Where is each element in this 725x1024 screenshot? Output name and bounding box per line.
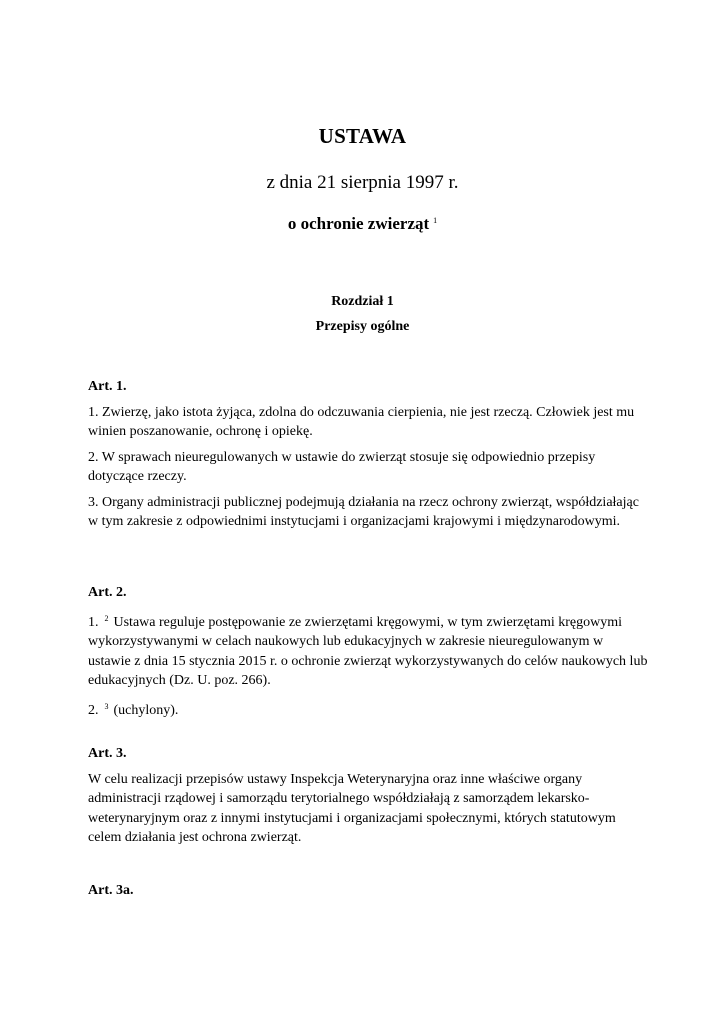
article-2-heading: Art. 2. bbox=[88, 585, 127, 600]
article-2-paragraph-2 bbox=[88, 697, 648, 721]
chapter-title: Przepisy ogólne bbox=[315, 319, 410, 334]
act-subject-text: o ochronie zwierząt bbox=[287, 214, 430, 233]
article-2 bbox=[88, 583, 648, 720]
act-title: USTAWA bbox=[318, 124, 407, 148]
footnote-ref-1[interactable]: 1 bbox=[433, 216, 438, 225]
chapter-number: Rozdział 1 bbox=[331, 294, 394, 309]
article-1-heading: Art. 1. bbox=[88, 379, 127, 394]
article-2-paragraph-2-text: (uchylony). bbox=[113, 702, 179, 718]
article-3-paragraph-1: W celu realizacji przepisów ustawy Inspekcja Weterynaryjna oraz inne właściwe organy administracji rządowej i samorządu terytorialnego współdziałają z samorządem lekarsko-weterynaryjnym oraz z innymi instytucjami i organizacjami społecznymi, których statutowym celem działania jest ochrona zwierząt. bbox=[88, 771, 616, 845]
article-3a bbox=[88, 881, 648, 901]
footnote-ref-3[interactable]: 3 bbox=[104, 701, 109, 711]
article-3 bbox=[88, 744, 648, 848]
article-3-heading: Art. 3. bbox=[88, 746, 127, 761]
article-1-paragraph-3: 3. Organy administracji publicznej podejmują działania na rzecz ochrony zwierząt, współdziałając w tym zakresie z odpowiednimi instytucjami i organizacjami krajowymi i międzynarodowymi. bbox=[88, 494, 639, 529]
act-date: z dnia 21 sierpnia 1997 r. bbox=[266, 172, 459, 193]
article-2-paragraph-1-number: 1. bbox=[88, 614, 99, 630]
article-2-paragraph-2-number: 2. bbox=[88, 702, 99, 718]
footnote-ref-2[interactable]: 2 bbox=[104, 613, 109, 623]
article-2-paragraph-1 bbox=[88, 609, 648, 691]
article-1-paragraph-2: 2. W sprawach nieuregulowanych w ustawie do zwierząt stosuje się odpowiednio przepisy dotyczące rzeczy. bbox=[88, 449, 596, 484]
article-2-paragraph-1-text: Ustawa reguluje postępowanie ze zwierzętami kręgowymi, w tym zwierzętami kręgowymi wykorzystywanymi w celach naukowych lub edukacyjnych w zakresie nieuregulowanym w ustawie z dnia 15 stycznia 2015 r. o ochronie zwierząt wykorzystywanych do celów naukowych lub edukacyjnych (Dz. U. poz. 266). bbox=[88, 614, 648, 688]
act-subject bbox=[0, 214, 725, 234]
article-3a-heading: Art. 3a. bbox=[88, 883, 134, 898]
article-1-paragraph-1: 1. Zwierzę, jako istota żyjąca, zdolna do odczuwania cierpienia, nie jest rzeczą. Człowiek jest mu winien poszanowanie, ochronę i opiekę. bbox=[88, 404, 635, 439]
article-1 bbox=[88, 377, 648, 532]
